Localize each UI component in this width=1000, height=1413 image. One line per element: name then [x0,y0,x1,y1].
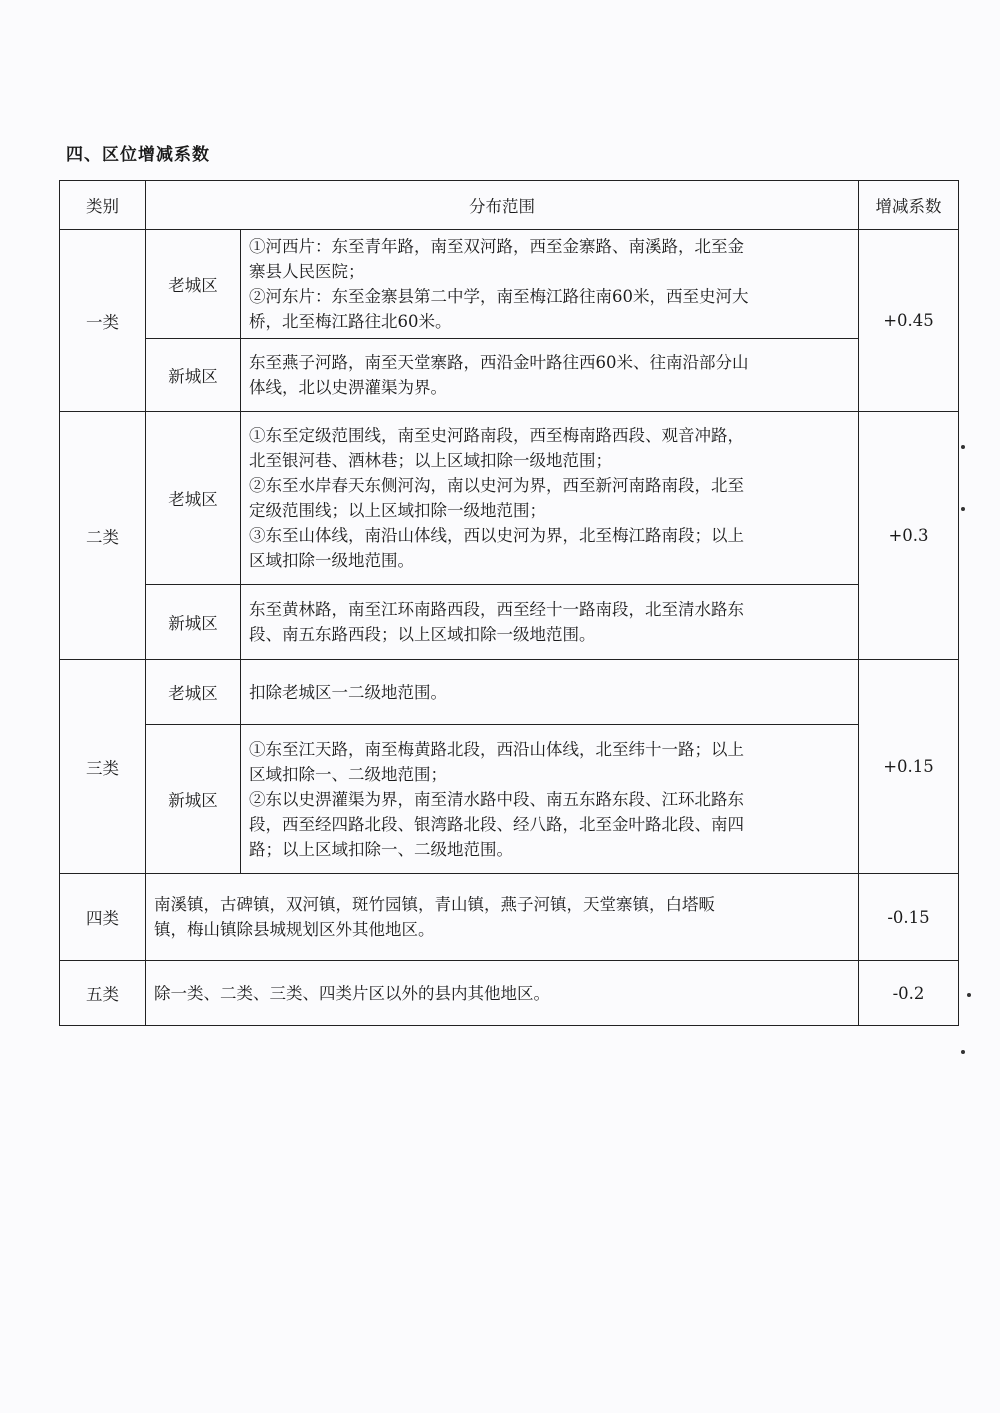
zone-cell: 老城区 [146,412,241,585]
zone-cell: 新城区 [146,585,241,660]
table-row [60,874,959,961]
range-cell [146,874,859,961]
range-line: 东至黄林路，南至江环南路西段，西至经十一路南段，北至清水路东 [249,600,744,619]
range-line: ①东至定级范围线，南至史河路南段，西至梅南路西段、观音冲路， [249,426,744,445]
table-row [60,412,959,585]
range-line: ①东至江天路，南至梅黄路北段，西沿山体线，北至纬十一路；以上 [249,739,744,759]
header-category: 类别 [60,181,146,230]
range-line: 寨县人民医院； [249,262,365,281]
scan-speck [961,507,965,511]
range-line: ②东至水岸春天东侧河沟，南以史河为界，西至新河南路南段，北至 [249,476,744,495]
range-cell [146,961,859,1026]
category-cell: 三类 [60,660,146,874]
coefficient-cell: +0.3 [859,412,959,660]
range-cell [241,412,859,585]
coefficient-cell: +0.15 [859,660,959,874]
range-cell [241,725,859,874]
table-row [60,961,959,1026]
range-line: 扣除老城区一二级地范围。 [249,682,447,702]
range-cell [241,339,859,412]
coefficient-cell: -0.2 [859,961,959,1026]
category-cell: 四类 [60,874,146,961]
range-line: ②东以史淠灌渠为界，南至清水路中段、南五东路东段、江环北路东 [249,789,744,809]
table-row [60,339,959,412]
range-line: ②河东片：东至金寨县第二中学，南至梅江路往南60米，西至史河大 [249,287,749,306]
range-line: 南溪镇，古碑镇，双河镇，斑竹园镇，青山镇，燕子河镇，天堂寨镇，白塔畈 [154,895,715,914]
range-line: 除一类、二类、三类、四类片区以外的县内其他地区。 [154,983,550,1003]
table-row [60,230,959,339]
range-line: 东至燕子河路，南至天堂寨路，西沿金叶路往西60米、往南沿部分山 [249,353,749,372]
range-line: 段，西至经四路北段、银湾路北段、经八路，北至金叶路北段、南四 [249,814,744,834]
range-cell [241,230,859,339]
scan-speck [961,1050,965,1054]
range-line: 区域扣除一、二级地范围； [249,764,447,784]
table-row [60,585,959,660]
range-line: 桥，北至梅江路往北60米。 [249,312,452,331]
zone-cell: 新城区 [146,725,241,874]
scan-speck [967,993,971,997]
table-row [60,660,959,725]
location-coefficient-table [59,180,959,1026]
scan-speck [961,445,965,449]
table-header-row [60,181,959,230]
table-row [60,725,959,874]
zone-cell: 老城区 [146,230,241,339]
range-line: 区域扣除一级地范围。 [249,551,414,570]
category-cell: 五类 [60,961,146,1026]
range-cell [241,585,859,660]
range-line: 北至银河巷、酒林巷；以上区域扣除一级地范围； [249,451,612,470]
zone-cell: 新城区 [146,339,241,412]
range-line: 段、南五东路西段；以上区域扣除一级地范围。 [249,625,596,644]
zone-cell: 老城区 [146,660,241,725]
range-line: ③东至山体线，南沿山体线，西以史河为界，北至梅江路南段；以上 [249,526,744,545]
category-cell: 二类 [60,412,146,660]
coefficient-cell: +0.45 [859,230,959,412]
header-coefficient: 增减系数 [859,181,959,230]
range-line: ①河西片：东至青年路，南至双河路，西至金寨路、南溪路，北至金 [249,237,744,256]
range-cell [241,660,859,725]
range-line: 定级范围线；以上区域扣除一级地范围； [249,501,546,520]
header-range: 分布范围 [146,181,859,230]
range-line: 路；以上区域扣除一、二级地范围。 [249,839,513,859]
section-title: 四、区位增减系数 [66,145,210,165]
coefficient-cell: -0.15 [859,874,959,961]
range-line: 镇，梅山镇除县城规划区外其他地区。 [154,920,435,939]
range-line: 体线，北以史淠灌渠为界。 [249,378,447,397]
category-cell: 一类 [60,230,146,412]
